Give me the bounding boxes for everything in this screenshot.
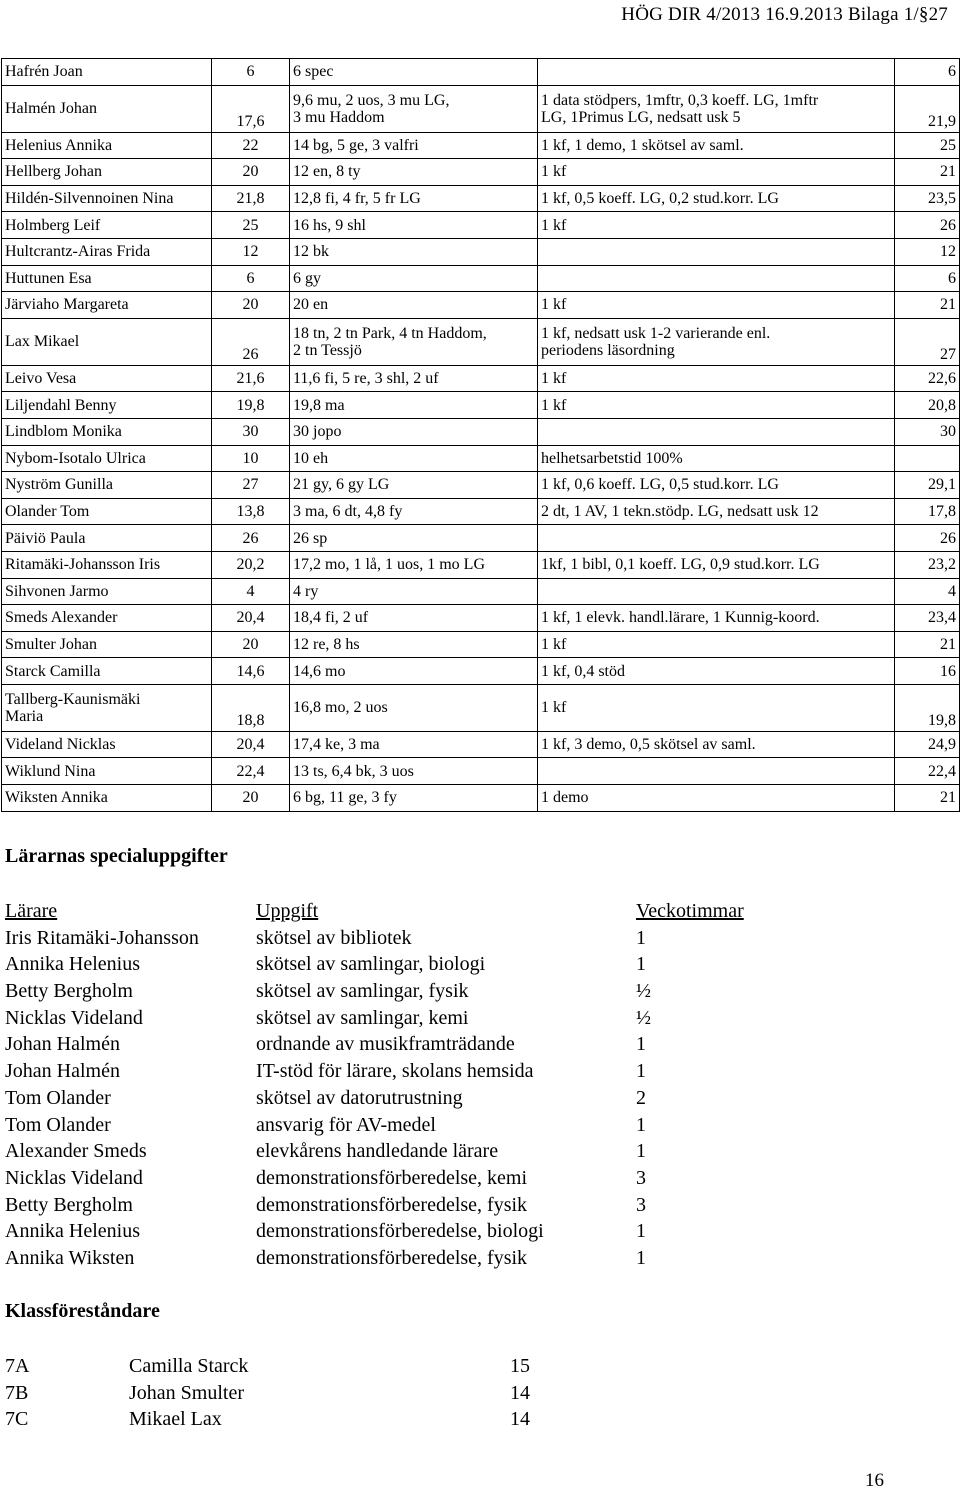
- table-row: [2, 785, 960, 812]
- table-row: [2, 445, 960, 472]
- cell-hours: 20: [212, 631, 290, 658]
- table-row: [2, 551, 960, 578]
- cell-name: Nybom-Isotalo Ulrica: [2, 445, 212, 472]
- table-row: [2, 185, 960, 212]
- cell-subjects: 10 eh: [290, 445, 538, 472]
- page-number: 16: [865, 1470, 884, 1491]
- task-teacher: Betty Bergholm: [5, 1193, 133, 1216]
- class-code: 7A: [5, 1355, 30, 1377]
- cell-hours: 10: [212, 445, 290, 472]
- cell-name: Hellberg Johan: [2, 159, 212, 186]
- cell-hours: 20,2: [212, 551, 290, 578]
- task-hours: 1: [636, 1113, 646, 1136]
- cell-other: 1 kf, 0,4 stöd: [538, 658, 895, 685]
- cell-total: 23,2: [895, 551, 960, 578]
- cell-name: Tallberg-Kaunismäki Maria: [2, 684, 212, 731]
- cell-subjects: 18,4 fi, 2 uf: [290, 605, 538, 632]
- cell-subjects: 6 spec: [290, 59, 538, 86]
- cell-hours: 6: [212, 265, 290, 292]
- cell-other: 1 kf: [538, 684, 895, 731]
- table-row: [2, 605, 960, 632]
- cell-total: 23,5: [895, 185, 960, 212]
- task-teacher: Betty Bergholm: [5, 980, 133, 1003]
- cell-hours: 22: [212, 132, 290, 159]
- cell-total: 26: [895, 525, 960, 552]
- cell-subjects: 12 bk: [290, 238, 538, 265]
- cell-other: [538, 418, 895, 445]
- cell-subjects: 16,8 mo, 2 uos: [290, 684, 538, 731]
- task-hours: 3: [636, 1166, 646, 1189]
- cell-name: Hafrén Joan: [2, 59, 212, 86]
- cell-hours: 26: [212, 525, 290, 552]
- task-description: ansvarig för AV-medel: [256, 1113, 436, 1136]
- cell-hours: 20,4: [212, 605, 290, 632]
- task-description: IT-stöd för lärare, skolans hemsida: [256, 1060, 534, 1083]
- cell-total: [895, 445, 960, 472]
- table-row: [2, 392, 960, 419]
- cell-name: Liljendahl Benny: [2, 392, 212, 419]
- task-teacher: Nicklas Videland: [5, 1006, 143, 1029]
- column-header-teacher: Lärare: [5, 900, 58, 922]
- task-hours: 1: [636, 1060, 646, 1083]
- cell-subjects: 16 hs, 9 shl: [290, 212, 538, 239]
- cell-other: 1 kf: [538, 365, 895, 392]
- column-header-hours: Veckotimmar: [636, 900, 744, 922]
- cell-other: [538, 265, 895, 292]
- cell-hours: 21,8: [212, 185, 290, 212]
- cell-other: 1 kf: [538, 631, 895, 658]
- cell-other: 1 kf: [538, 159, 895, 186]
- cell-name: Smeds Alexander: [2, 605, 212, 632]
- cell-subjects: 6 gy: [290, 265, 538, 292]
- cell-name: Hildén-Silvennoinen Nina: [2, 185, 212, 212]
- table-row: [2, 59, 960, 86]
- table-row: [2, 684, 960, 731]
- cell-name: Lindblom Monika: [2, 418, 212, 445]
- cell-hours: 27: [212, 472, 290, 499]
- cell-total: 30: [895, 418, 960, 445]
- cell-subjects: 13 ts, 6,4 bk, 3 uos: [290, 758, 538, 785]
- table-row: [2, 292, 960, 319]
- cell-name: Starck Camilla: [2, 658, 212, 685]
- cell-total: 21: [895, 785, 960, 812]
- task-description: demonstrationsförberedelse, kemi: [256, 1166, 528, 1189]
- cell-hours: 22,4: [212, 758, 290, 785]
- table-row: [2, 85, 960, 132]
- cell-other: [538, 758, 895, 785]
- cell-total: 4: [895, 578, 960, 605]
- task-description: skötsel av bibliotek: [256, 926, 412, 949]
- cell-total: 21: [895, 292, 960, 319]
- cell-other: [538, 59, 895, 86]
- task-description: skötsel av samlingar, kemi: [256, 1006, 469, 1029]
- task-teacher: Johan Halmén: [5, 1033, 120, 1056]
- task-description: demonstrationsförberedelse, fysik: [256, 1193, 528, 1216]
- cell-total: 19,8: [895, 684, 960, 731]
- table-row: [2, 365, 960, 392]
- class-hours: 15: [510, 1355, 530, 1377]
- cell-subjects: 12 re, 8 hs: [290, 631, 538, 658]
- task-description: demonstrationsförberedelse, biologi: [256, 1220, 544, 1243]
- task-teacher: Iris Ritamäki-Johansson: [5, 926, 199, 949]
- cell-name: Holmberg Leif: [2, 212, 212, 239]
- cell-hours: 26: [212, 318, 290, 365]
- task-hours: 1: [636, 1220, 646, 1243]
- table-row: [2, 159, 960, 186]
- cell-hours: 14,6: [212, 658, 290, 685]
- cell-name: Nyström Gunilla: [2, 472, 212, 499]
- task-description: demonstrationsförberedelse, fysik: [256, 1246, 528, 1269]
- cell-subjects: 4 ry: [290, 578, 538, 605]
- task-description: skötsel av datorutrustning: [256, 1086, 463, 1109]
- cell-other: 1 kf, 1 demo, 1 skötsel av saml.: [538, 132, 895, 159]
- cell-total: 27: [895, 318, 960, 365]
- cell-subjects: 30 jopo: [290, 418, 538, 445]
- class-teachers-title: Klassföreståndare: [5, 1300, 160, 1322]
- task-hours: 1: [636, 926, 646, 949]
- cell-other: [538, 578, 895, 605]
- table-row: [2, 472, 960, 499]
- cell-subjects: 18 tn, 2 tn Park, 4 tn Haddom, 2 tn Tessjö: [290, 318, 538, 365]
- cell-subjects: 17,2 mo, 1 lå, 1 uos, 1 mo LG: [290, 551, 538, 578]
- cell-hours: 20: [212, 785, 290, 812]
- cell-other: 1 kf, 0,6 koeff. LG, 0,5 stud.korr. LG: [538, 472, 895, 499]
- cell-other: 1 kf, 0,5 koeff. LG, 0,2 stud.korr. LG: [538, 185, 895, 212]
- cell-name: Wiklund Nina: [2, 758, 212, 785]
- cell-subjects: 19,8 ma: [290, 392, 538, 419]
- cell-total: 25: [895, 132, 960, 159]
- task-teacher: Tom Olander: [5, 1086, 111, 1109]
- cell-name: Helenius Annika: [2, 132, 212, 159]
- cell-hours: 19,8: [212, 392, 290, 419]
- task-teacher: Nicklas Videland: [5, 1166, 143, 1189]
- cell-subjects: 12 en, 8 ty: [290, 159, 538, 186]
- class-hours: 14: [510, 1381, 530, 1404]
- cell-other: [538, 238, 895, 265]
- task-hours: 1: [636, 1246, 646, 1269]
- cell-hours: 20: [212, 159, 290, 186]
- cell-total: 21,9: [895, 85, 960, 132]
- cell-subjects: 11,6 fi, 5 re, 3 shl, 2 uf: [290, 365, 538, 392]
- cell-other: 1 kf: [538, 292, 895, 319]
- cell-other: [538, 525, 895, 552]
- task-description: ordnande av musikframträdande: [256, 1033, 515, 1056]
- task-teacher: Tom Olander: [5, 1113, 111, 1136]
- cell-total: 24,9: [895, 731, 960, 758]
- staff-hours-table: [1, 58, 960, 812]
- cell-name: Järviaho Margareta: [2, 292, 212, 319]
- cell-other: 1 demo: [538, 785, 895, 812]
- task-hours: 2: [636, 1086, 646, 1109]
- cell-name: Halmén Johan: [2, 85, 212, 132]
- table-row: [2, 731, 960, 758]
- cell-total: 21: [895, 159, 960, 186]
- task-hours: 3: [636, 1193, 646, 1216]
- task-teacher: Annika Helenius: [5, 953, 140, 976]
- table-row: [2, 498, 960, 525]
- cell-other: 1 kf, 3 demo, 0,5 skötsel av saml.: [538, 731, 895, 758]
- task-teacher: Alexander Smeds: [5, 1140, 147, 1163]
- cell-subjects: 12,8 fi, 4 fr, 5 fr LG: [290, 185, 538, 212]
- cell-total: 22,6: [895, 365, 960, 392]
- cell-subjects: 3 ma, 6 dt, 4,8 fy: [290, 498, 538, 525]
- cell-total: 29,1: [895, 472, 960, 499]
- cell-total: 21: [895, 631, 960, 658]
- cell-name: Wiksten Annika: [2, 785, 212, 812]
- class-code: 7C: [5, 1408, 29, 1431]
- cell-other: 1kf, 1 bibl, 0,1 koeff. LG, 0,9 stud.korr. LG: [538, 551, 895, 578]
- cell-total: 26: [895, 212, 960, 239]
- class-teacher: Camilla Starck: [129, 1355, 249, 1377]
- task-description: skötsel av samlingar, fysik: [256, 980, 469, 1003]
- cell-other: helhetsarbetstid 100%: [538, 445, 895, 472]
- cell-hours: 20: [212, 292, 290, 319]
- task-teacher: Johan Halmén: [5, 1060, 120, 1083]
- cell-subjects: 14,6 mo: [290, 658, 538, 685]
- cell-other: 1 kf: [538, 212, 895, 239]
- cell-hours: 12: [212, 238, 290, 265]
- cell-total: 20,8: [895, 392, 960, 419]
- cell-hours: 25: [212, 212, 290, 239]
- task-hours: ½: [636, 980, 651, 1003]
- cell-hours: 6: [212, 59, 290, 86]
- cell-total: 16: [895, 658, 960, 685]
- cell-hours: 30: [212, 418, 290, 445]
- cell-subjects: 17,4 ke, 3 ma: [290, 731, 538, 758]
- cell-name: Sihvonen Jarmo: [2, 578, 212, 605]
- cell-name: Lax Mikael: [2, 318, 212, 365]
- task-hours: ½: [636, 1006, 651, 1029]
- cell-subjects: 20 en: [290, 292, 538, 319]
- class-code: 7B: [5, 1381, 29, 1404]
- table-row: [2, 132, 960, 159]
- cell-subjects: 9,6 mu, 2 uos, 3 mu LG, 3 mu Haddom: [290, 85, 538, 132]
- cell-hours: 20,4: [212, 731, 290, 758]
- cell-name: Päiviö Paula: [2, 525, 212, 552]
- cell-hours: 21,6: [212, 365, 290, 392]
- cell-other: 2 dt, 1 AV, 1 tekn.stödp. LG, nedsatt usk 12: [538, 498, 895, 525]
- cell-subjects: 6 bg, 11 ge, 3 fy: [290, 785, 538, 812]
- cell-total: 6: [895, 265, 960, 292]
- table-row: [2, 238, 960, 265]
- cell-name: Leivo Vesa: [2, 365, 212, 392]
- class-teacher: Mikael Lax: [129, 1408, 222, 1431]
- task-hours: 1: [636, 953, 646, 976]
- task-description: elevkårens handledande lärare: [256, 1140, 499, 1163]
- special-tasks-title: Lärarnas specialuppgifter: [5, 845, 228, 867]
- task-hours: 1: [636, 1140, 646, 1163]
- task-description: skötsel av samlingar, biologi: [256, 953, 486, 976]
- cell-hours: 13,8: [212, 498, 290, 525]
- cell-other: 1 kf, 1 elevk. handl.lärare, 1 Kunnig-koord.: [538, 605, 895, 632]
- task-teacher: Annika Wiksten: [5, 1246, 135, 1269]
- cell-subjects: 26 sp: [290, 525, 538, 552]
- table-row: [2, 318, 960, 365]
- cell-other: 1 kf, nedsatt usk 1-2 varierande enl. periodens läsordning: [538, 318, 895, 365]
- cell-name: Videland Nicklas: [2, 731, 212, 758]
- class-teacher: Johan Smulter: [129, 1381, 244, 1404]
- column-header-task: Uppgift: [256, 900, 319, 922]
- cell-name: Huttunen Esa: [2, 265, 212, 292]
- cell-hours: 17,6: [212, 85, 290, 132]
- cell-total: 23,4: [895, 605, 960, 632]
- cell-hours: 4: [212, 578, 290, 605]
- cell-total: 22,4: [895, 758, 960, 785]
- cell-name: Ritamäki-Johansson Iris: [2, 551, 212, 578]
- table-row: [2, 658, 960, 685]
- table-row: [2, 758, 960, 785]
- table-row: [2, 631, 960, 658]
- class-hours: 14: [510, 1408, 530, 1431]
- cell-name: Hultcrantz-Airas Frida: [2, 238, 212, 265]
- table-row: [2, 578, 960, 605]
- cell-name: Smulter Johan: [2, 631, 212, 658]
- table-row: [2, 212, 960, 239]
- cell-total: 17,8: [895, 498, 960, 525]
- cell-subjects: 14 bg, 5 ge, 3 valfri: [290, 132, 538, 159]
- table-row: [2, 265, 960, 292]
- cell-other: 1 kf: [538, 392, 895, 419]
- cell-subjects: 21 gy, 6 gy LG: [290, 472, 538, 499]
- cell-total: 12: [895, 238, 960, 265]
- cell-total: 6: [895, 59, 960, 86]
- task-teacher: Annika Helenius: [5, 1220, 140, 1243]
- task-hours: 1: [636, 1033, 646, 1056]
- table-row: [2, 525, 960, 552]
- cell-other: 1 data stödpers, 1mftr, 0,3 koeff. LG, 1mftr LG, 1Primus LG, nedsatt usk 5: [538, 85, 895, 132]
- cell-hours: 18,8: [212, 684, 290, 731]
- document-header: HÖG DIR 4/2013 16.9.2013 Bilaga 1/§27: [621, 4, 948, 25]
- cell-name: Olander Tom: [2, 498, 212, 525]
- table-row: [2, 418, 960, 445]
